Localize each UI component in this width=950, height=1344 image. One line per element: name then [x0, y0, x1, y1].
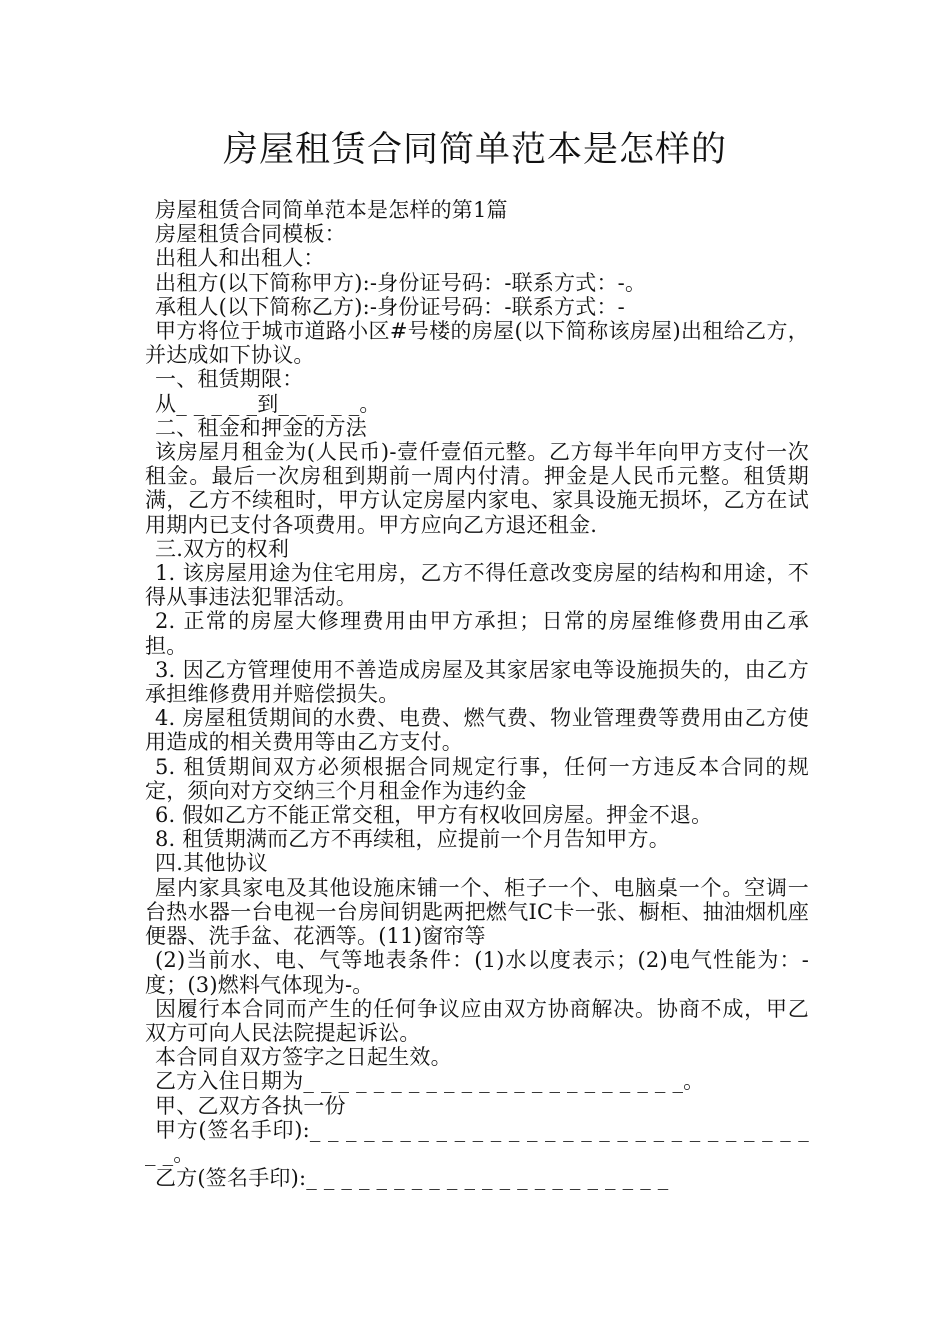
- paragraph: 该房屋月租金为(人民币)-壹仟壹佰元整。乙方每半年向甲方支付一次租金。最后一次房租到期前一周内付清。押金是人民币元整。租赁期满，乙方不续租时，甲方认定房屋内家电、家具设施无损坏，乙方在试用期内已支付各项费用。甲方应向乙方退还租金.: [145, 440, 809, 537]
- paragraph: 甲方将位于城市道路小区#号楼的房屋(以下简称该房屋)出租给乙方，并达成如下协议。: [145, 319, 809, 368]
- paragraph: (2)当前水、电、气等地表条件：(1)水以度表示；(2)电气性能为：-度；(3)燃料气体现为-。: [145, 948, 809, 997]
- document-title: 房屋租赁合同简单范本是怎样的: [222, 130, 727, 170]
- section-heading: 一、租赁期限：: [155, 367, 304, 392]
- lease-term-line: 从_ _ _ _ _到_ _ _ _ _。: [155, 391, 381, 416]
- party-b-signature-line: 乙方(签名手印):_ _ _ _ _ _ _ _ _ _ _ _ _ _ _ _ _ _ _ _ _: [155, 1166, 669, 1191]
- clause-item: 5. 租赁期间双方必须根据合同规定行事，任何一方违反本合同的规定，须向对方交纳三个月租金作为违约金: [145, 754, 809, 803]
- paragraph: 本合同自双方签字之日起生效。: [155, 1045, 452, 1070]
- paragraph: 甲、乙双方各执一份: [155, 1093, 346, 1118]
- paragraph: 房屋租赁合同模板：: [155, 222, 346, 247]
- move-in-date-line: 乙方入住日期为_ _ _ _ _ _ _ _ _ _ _ _ _ _ _ _ _ _ _ _ _ _。: [155, 1069, 705, 1094]
- lessee-info: 承租人(以下简称乙方):-身份证号码：-联系方式：-: [155, 294, 625, 319]
- clause-item: 6. 假如乙方不能正常交租，甲方有权收回房屋。押金不退。: [155, 803, 713, 828]
- clause-item: 2. 正常的房屋大修理费用由甲方承担；日常的房屋维修费用由乙承担。: [145, 609, 809, 658]
- section-heading: 三.双方的权利: [155, 536, 290, 561]
- lessor-info: 出租方(以下简称甲方):-身份证号码：-联系方式：-。: [155, 270, 647, 295]
- clause-item: 4. 房屋租赁期间的水费、电费、燃气费、物业管理费等费用由乙方使用造成的相关费用等由乙方支付。: [145, 706, 809, 755]
- section-heading: 四.其他协议: [155, 851, 268, 876]
- paragraph: 屋内家具家电及其他设施床铺一个、柜子一个、电脑桌一个。空调一台热水器一台电视一台房间钥匙两把燃气IC卡一张、橱柜、抽油烟机座便器、洗手盆、花洒等。(11)窗帘等: [145, 875, 809, 949]
- party-a-signature-line: 甲方(签名手印):_ _ _ _ _ _ _ _ _ _ _ _ _ _ _ _ _ _ _ _ _ _ _ _ _ _ _ _ _ _。: [145, 1117, 816, 1166]
- clause-item: 8. 租赁期满而乙方不再续租，应提前一个月告知甲方。: [155, 827, 670, 852]
- paragraph: 出租人和出租人：: [155, 246, 325, 271]
- section-heading: 房屋租赁合同简单范本是怎样的第1篇: [155, 198, 508, 222]
- document-body: [145, 198, 816, 1191]
- clause-item: 1. 该房屋用途为住宅用房，乙方不得任意改变房屋的结构和用途，不得从事违法犯罪活动。: [145, 561, 809, 610]
- section-heading: 二、租金和押金的方法: [155, 415, 367, 440]
- paragraph: 因履行本合同而产生的任何争议应由双方协商解决。协商不成，甲乙双方可向人民法院提起诉讼。: [145, 996, 809, 1045]
- clause-item: 3. 因乙方管理使用不善造成房屋及其家居家电等设施损失的，由乙方承担维修费用并赔偿损失。: [145, 657, 809, 707]
